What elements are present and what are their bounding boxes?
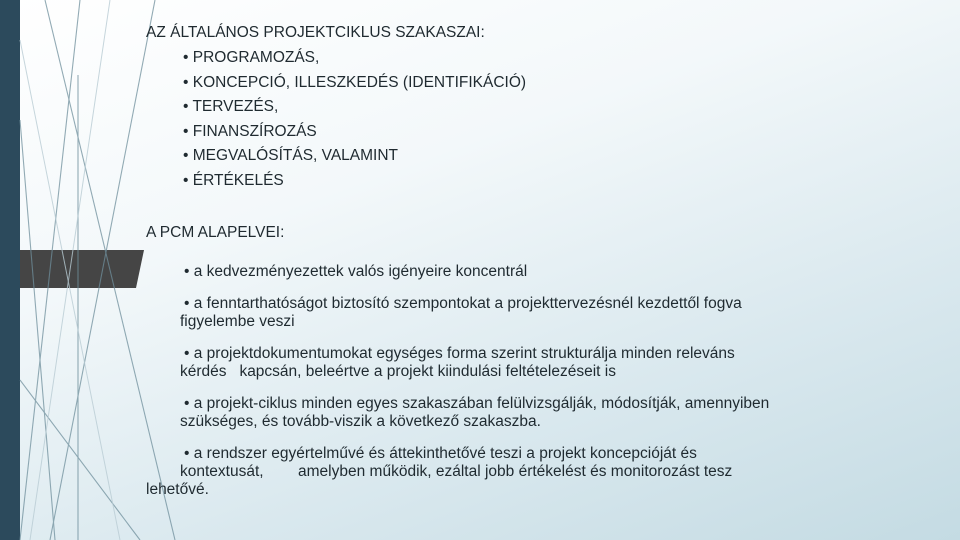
list-item: • MEGVALÓSÍTÁS, VALAMINT	[183, 147, 399, 164]
list-item	[146, 263, 906, 281]
list-item	[146, 345, 906, 381]
principle-line: • a kedvezményezettek valós igényeire koncentrál	[184, 263, 528, 280]
list-item	[146, 395, 906, 431]
list-item: • ÉRTÉKELÉS	[183, 171, 284, 189]
list-item	[146, 295, 906, 331]
list-item	[146, 445, 906, 499]
principle-line: lehetővé.	[146, 481, 209, 498]
project-cycle-list	[183, 48, 526, 195]
principle-line: kérdés kapcsán, beleértve a projekt kiindulási feltételezéseit is	[180, 363, 616, 380]
principle-line: kontextusát, amelyben működik, ezáltal jobb értékelést és monitorozást tesz	[180, 463, 733, 480]
list-item: • PROGRAMOZÁS,	[183, 49, 320, 66]
principle-line: • a projektdokumentumokat egységes forma szerint strukturálja minden releváns	[184, 345, 735, 362]
list-item: • KONCEPCIÓ, ILLESZKEDÉS (IDENTIFIKÁCIÓ)	[183, 73, 527, 91]
list-item: • FINANSZÍROZÁS	[183, 122, 317, 140]
principle-line: • a projekt-ciklus minden egyes szakaszában felülvizsgálják, módosítják, amennyiben	[184, 395, 770, 412]
principle-line: figyelembe veszi	[180, 313, 295, 330]
principle-line: szükséges, és tovább-viszik a következő szakaszba.	[180, 413, 541, 430]
section1-heading: AZ ÁLTALÁNOS PROJEKTCIKLUS SZAKASZAI:	[146, 24, 485, 41]
principle-line: • a rendszer egyértelművé és áttekinthetővé teszi a projekt koncepcióját és	[184, 445, 697, 462]
pcm-principles-list	[146, 263, 906, 513]
section2-heading: A PCM ALAPELVEI:	[146, 224, 285, 241]
list-item: • TERVEZÉS,	[183, 98, 279, 115]
principle-line: • a fenntarthatóságot biztosító szempontokat a projekttervezésnél kezdettől fogva	[184, 295, 742, 312]
